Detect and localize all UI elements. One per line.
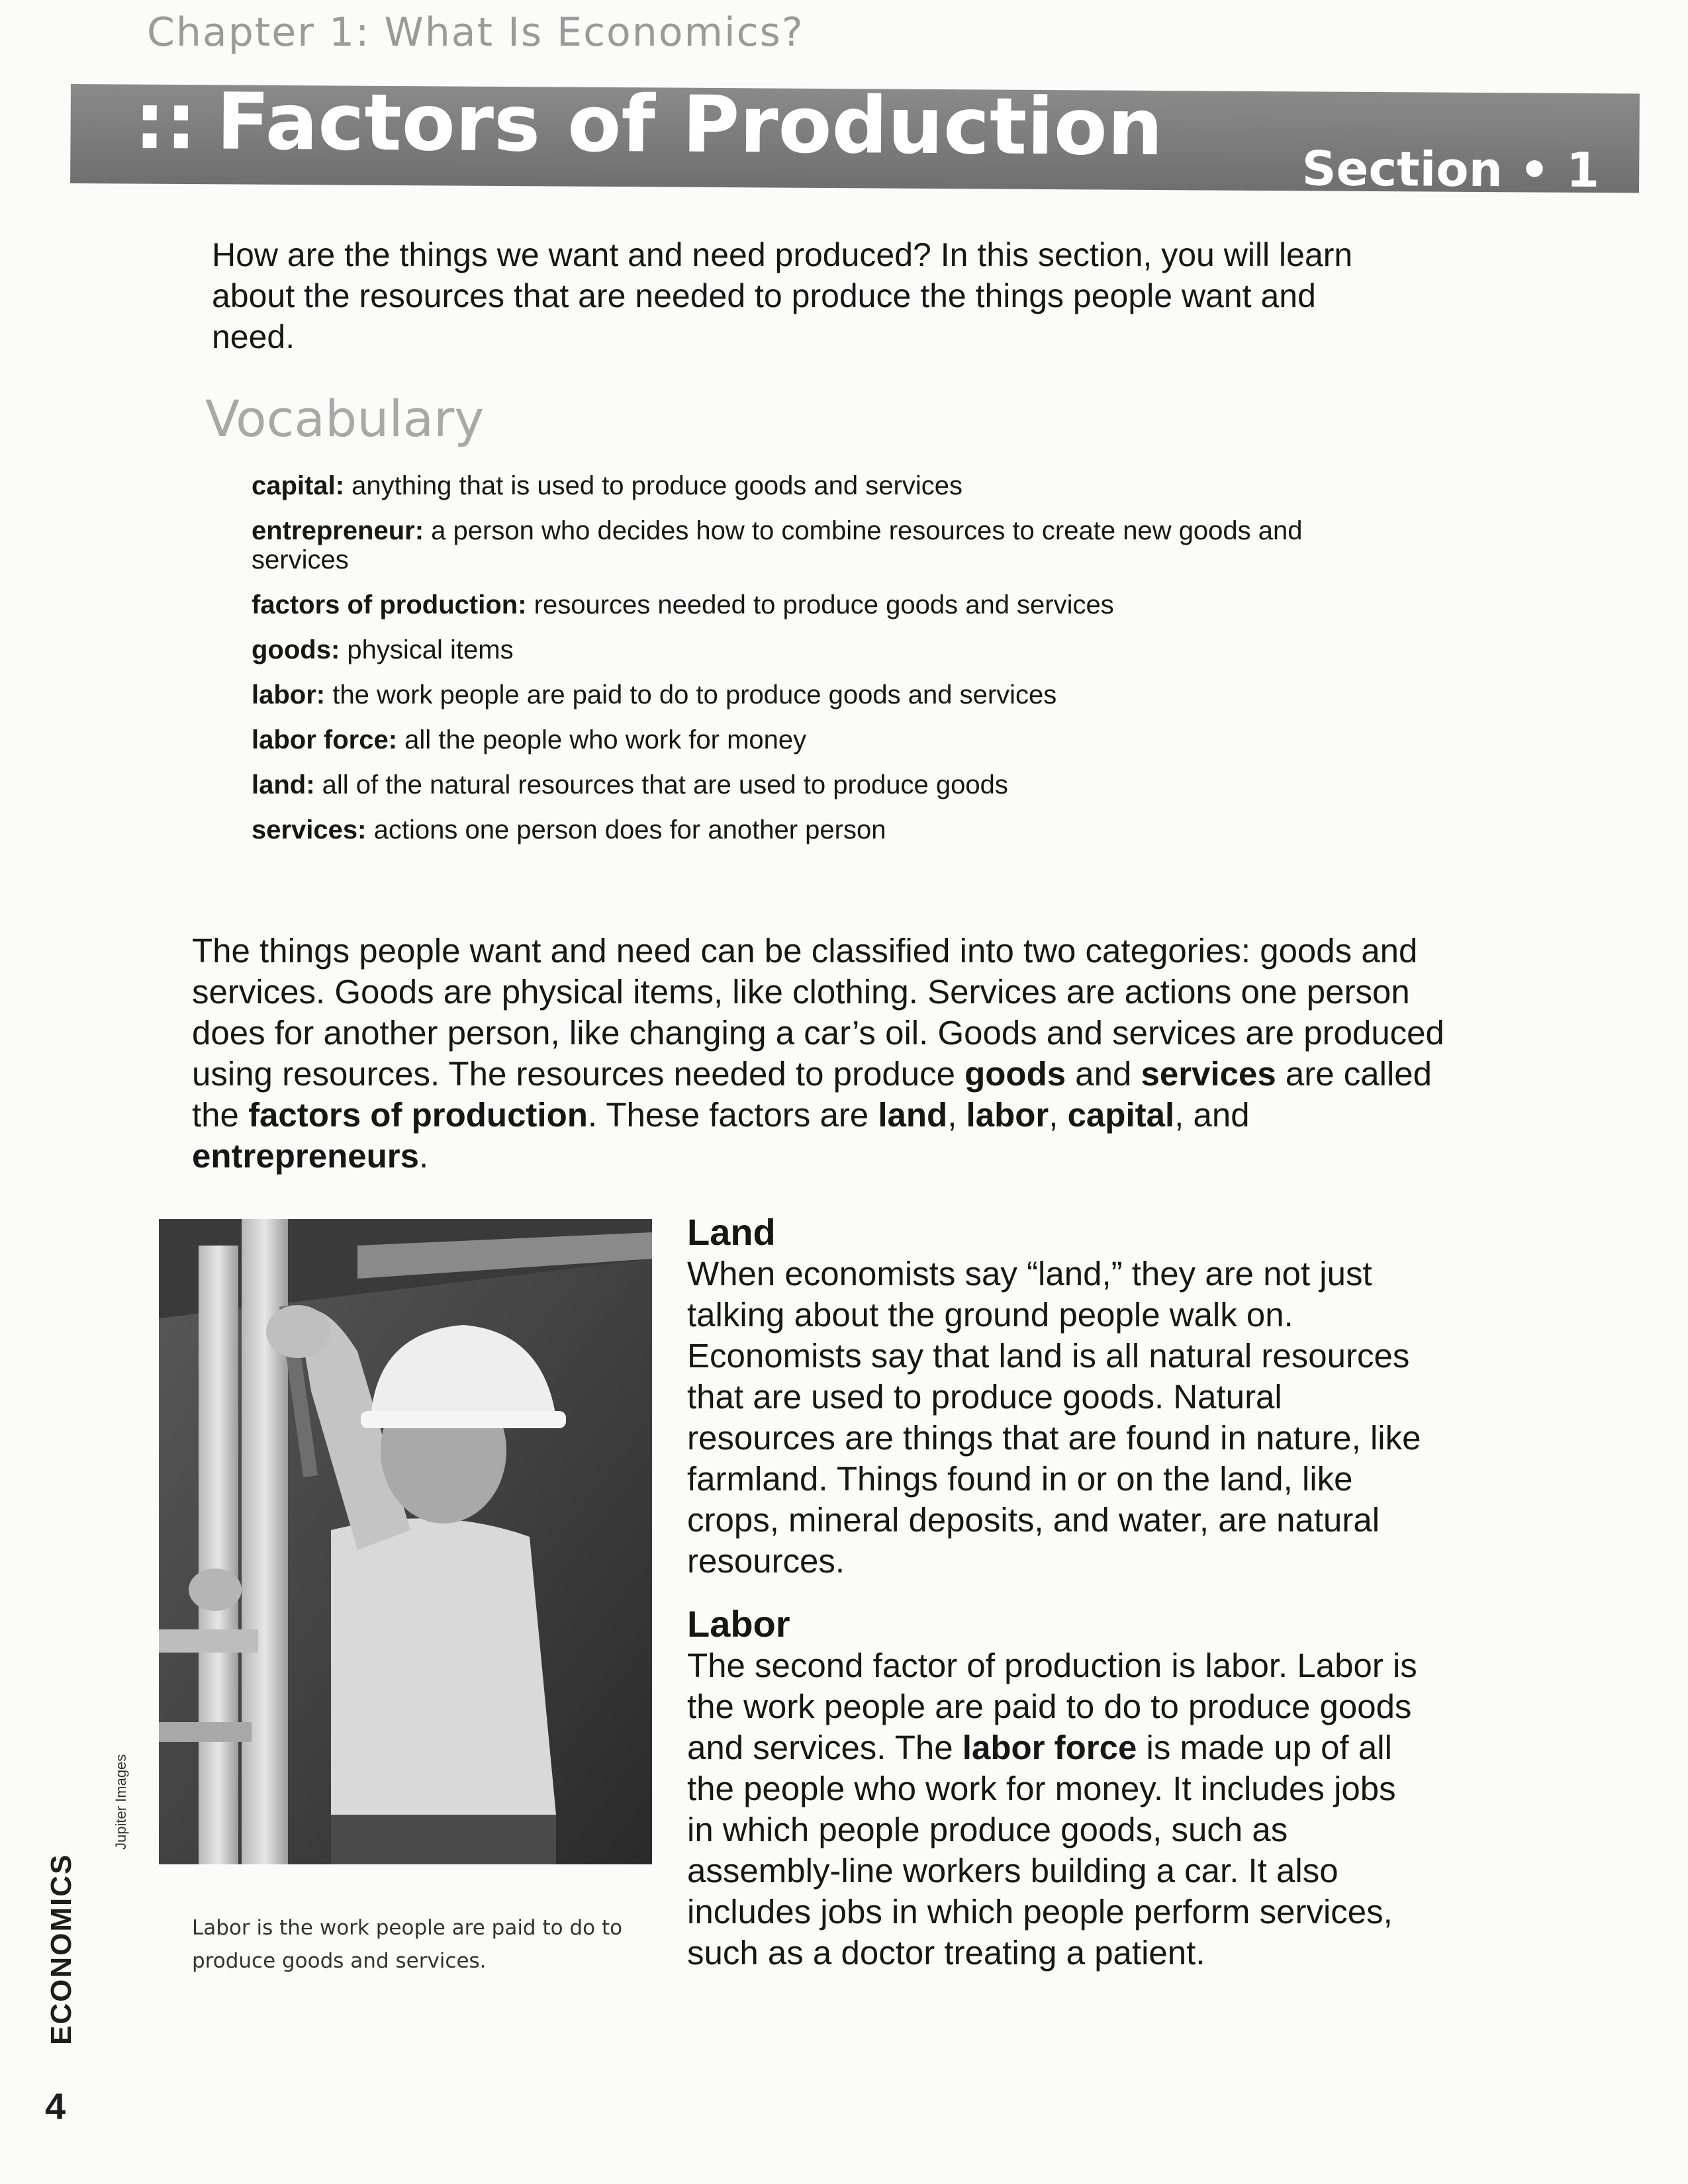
- title-dots: ::: [134, 75, 197, 167]
- vocab-definition: the work people are paid to do to produce goods and services: [325, 680, 1057, 709]
- vocab-definition: actions one person does for another person: [366, 815, 886, 844]
- body-keyword: capital: [1067, 1096, 1175, 1134]
- page-title: [134, 75, 1163, 173]
- vocab-item: [252, 815, 1337, 844]
- title-band: [70, 75, 1640, 199]
- land-heading: Land: [687, 1211, 776, 1253]
- vocab-item: [252, 725, 1337, 754]
- vocabulary-list: [252, 471, 1337, 860]
- labor-heading: Labor: [687, 1603, 790, 1645]
- body-text: , and: [1174, 1096, 1250, 1134]
- vocab-definition: anything that is used to produce goods and services: [344, 471, 962, 500]
- section-label: Section • 1: [1301, 140, 1600, 199]
- body-text: are called the: [192, 1055, 1432, 1134]
- labor-text: [687, 1645, 1429, 1974]
- page-title-text: Factors of Production: [216, 75, 1164, 173]
- vocab-term: factors of production:: [252, 590, 527, 619]
- vocab-definition: all of the natural resources that are used to produce goods: [314, 770, 1008, 799]
- vocab-term: goods:: [252, 635, 340, 664]
- body-text: and: [1066, 1055, 1141, 1093]
- vocab-definition: all the people who work for money: [397, 725, 807, 754]
- body-paragraph: [192, 931, 1470, 1177]
- body-keyword: services: [1141, 1055, 1276, 1093]
- photo-caption: Labor is the work people are paid to do to produce goods and services.: [192, 1916, 623, 1973]
- vocab-item: [252, 471, 1337, 500]
- body-keyword: labor: [966, 1096, 1049, 1134]
- vocab-item: [252, 680, 1337, 709]
- labor-keyword: labor force: [962, 1729, 1137, 1766]
- vocab-term: capital:: [252, 471, 345, 500]
- vocab-item: [252, 770, 1337, 799]
- body-text: ,: [1049, 1096, 1068, 1134]
- body-keyword: factors of production: [248, 1096, 588, 1134]
- vocab-definition: a person who decides how to combine resources to create new goods and services: [252, 516, 1303, 574]
- land-section: [687, 1211, 1429, 1582]
- vocab-term: labor force:: [252, 725, 398, 754]
- subject-label: ECONOMICS: [45, 1853, 77, 2045]
- body-text: . These factors are: [587, 1096, 878, 1134]
- worker-photo: [159, 1219, 652, 1864]
- land-text: When economists say “land,” they are not just talking about the ground people walk on. Economists say that land is all natural resources that are used to produce goods. Natural resources are things that are found in nature, like farmland. Things found in or on the land, like crops, mineral deposits, and water, are natural resources.: [687, 1255, 1421, 1580]
- body-text: ,: [947, 1096, 966, 1134]
- body-text: .: [418, 1137, 429, 1175]
- body-keyword: land: [878, 1096, 948, 1134]
- body-keyword: goods: [964, 1055, 1066, 1093]
- labor-section: [687, 1603, 1429, 1974]
- labor-text-part: The second factor of production is labor. Labor is the work people are paid to do to produce goods and services. The: [687, 1647, 1417, 1766]
- vocab-item: [252, 516, 1337, 574]
- page-number: 4: [45, 2085, 66, 2127]
- chapter-header: Chapter 1: What Is Economics?: [147, 9, 804, 56]
- body-keyword: entrepreneurs: [192, 1137, 419, 1175]
- vocab-definition: resources needed to produce goods and services: [526, 590, 1114, 619]
- vocab-term: entrepreneur:: [252, 516, 424, 545]
- vocabulary-heading: Vocabulary: [205, 389, 485, 448]
- photo-credit: Jupiter Images: [113, 1754, 129, 1850]
- vocab-term: services:: [252, 815, 367, 844]
- vocab-term: labor:: [252, 680, 326, 709]
- vocab-item: [252, 635, 1337, 664]
- vocab-term: land:: [252, 770, 315, 799]
- worker-photo-illustration: [159, 1219, 652, 1864]
- labor-text-part: is made up of all the people who work for money. It includes jobs in which people produce goods, such as assembly-line workers building a car. It also includes jobs in which people perform services, such as a doctor treating a patient.: [687, 1729, 1396, 1972]
- intro-paragraph: How are the things we want and need produced? In this section, you will learn about the resources that are needed to produce the things people want and need.: [212, 236, 1353, 355]
- vocab-item: [252, 590, 1337, 619]
- body-text: The things people want and need can be classified into two categories: goods and services. Goods are physical items, like clothing. Services are actions one person does for another person, like changing a car’s oil. Goods and services are produced using resources. The resources needed to produce: [192, 932, 1444, 1093]
- vocab-definition: physical items: [340, 635, 514, 664]
